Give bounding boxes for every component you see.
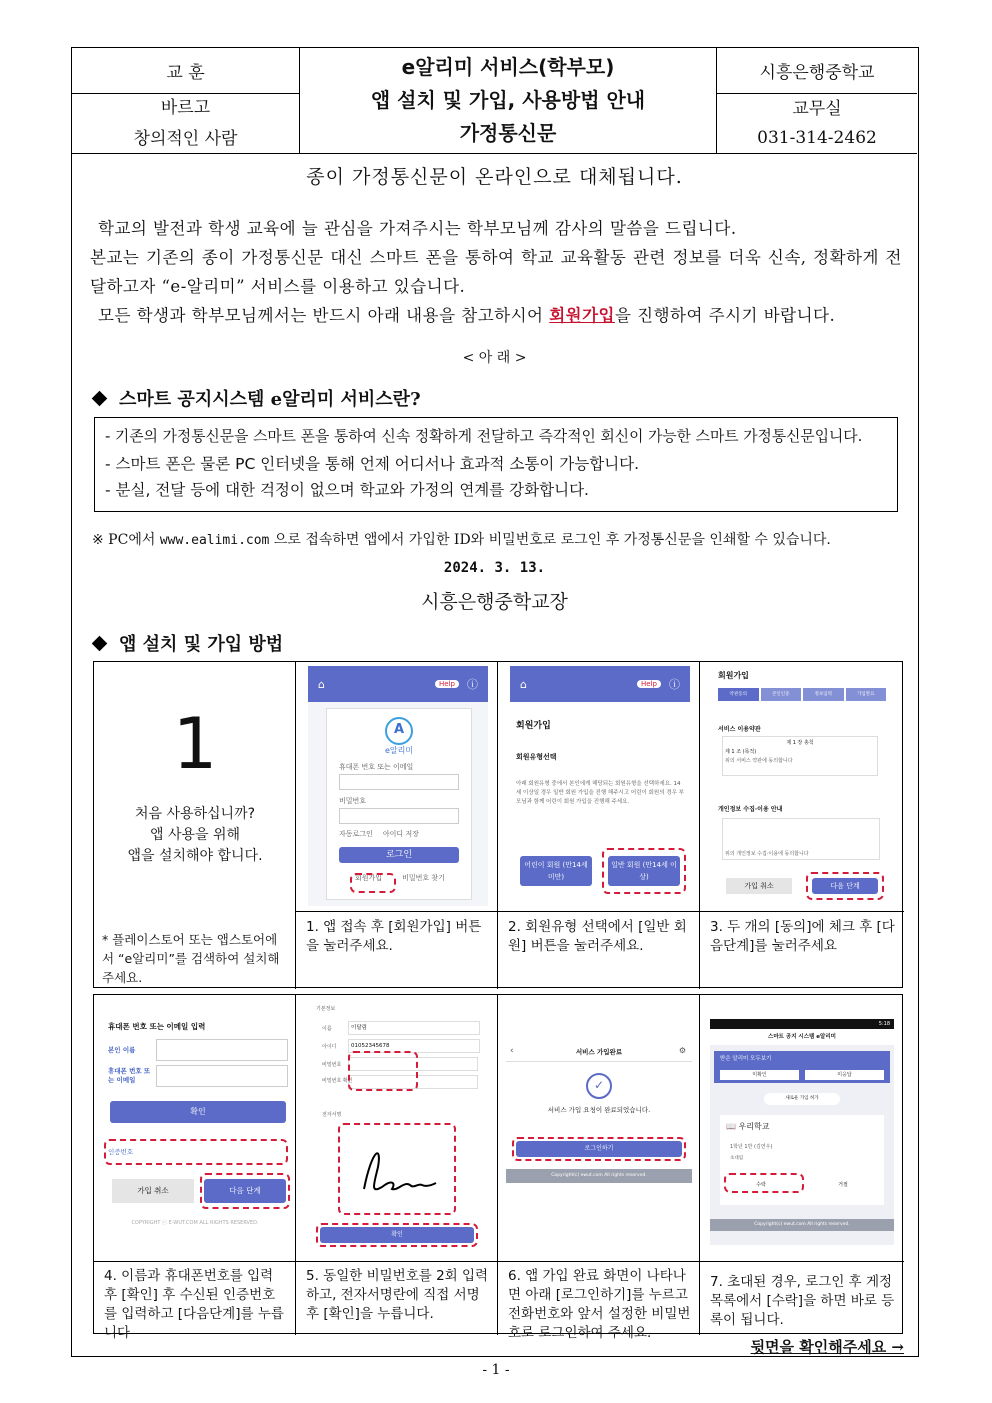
- signature-drawing-icon[interactable]: [352, 1139, 442, 1199]
- intro-para3-after: 을 진행하여 주시기 바랍니다.: [614, 306, 836, 325]
- book-icon: 📖: [726, 1122, 736, 1131]
- id-label: 휴대폰 번호 또는 이메일: [339, 763, 414, 771]
- next-step-button[interactable]: 다음 단계: [204, 1179, 286, 1203]
- help-badge: Help: [637, 680, 661, 688]
- unread-count[interactable]: 미확인: [720, 1070, 799, 1080]
- signature-label: 전자서명: [322, 1112, 342, 1118]
- step-caption-1: 1. 앱 접속 후 [회원가입] 버튼을 눌러주세요.: [306, 919, 482, 954]
- doc-date: 2024. 3. 13.: [443, 560, 546, 576]
- pc-note-after: 으로 접속하면 앱에서 가입한 ID와 비밀번호로 로그인 후 가정통신문을 인쇄할 수 있습니다.: [269, 532, 831, 548]
- basic-info-head: 기본정보: [316, 1006, 336, 1012]
- terms-agree-check[interactable]: 위의 서비스 약관에 동의합니다: [725, 758, 793, 764]
- office-phone: 031-314-2462: [757, 127, 877, 148]
- office-label: 교무실: [792, 98, 842, 119]
- below-label: < 아 래 >: [462, 350, 527, 366]
- status-bar: 5:18: [710, 1019, 894, 1029]
- diamond-bullet-icon: [92, 635, 108, 651]
- complete-title: 서비스 가입완료: [506, 1043, 692, 1062]
- check-circle-icon: ✓: [586, 1073, 612, 1099]
- help-badge: Help: [435, 680, 459, 688]
- feature-item: - 분실, 전달 등에 대한 걱정이 없으며 학교와 가정의 연계를 강화합니다.: [105, 481, 589, 499]
- screen-member-type: [510, 666, 690, 906]
- cancel-signup-button[interactable]: 가입 취소: [112, 1179, 194, 1203]
- motto-title: 교 훈: [72, 48, 300, 94]
- signup-step: 정보입력: [803, 688, 844, 701]
- step1-text: [94, 804, 296, 867]
- name-value[interactable]: 이달림: [348, 1021, 480, 1035]
- confirm-button[interactable]: 확인: [320, 1227, 474, 1243]
- ealimi-logo-icon: A: [385, 717, 413, 745]
- screen-main: [710, 1019, 894, 1245]
- invite-button[interactable]: 새로운 가입 허가: [764, 1093, 840, 1105]
- adult-member-button[interactable]: 일반 회원 (만14세 이상): [608, 856, 680, 886]
- ealimi-url: www.ealimi.com: [159, 533, 270, 548]
- privacy-heading: 개인정보 수집·이용 안내: [718, 806, 783, 813]
- copyright: Copyright(c) ewut.com All rights reserved.: [506, 1169, 692, 1183]
- auth-label: 인증번호: [108, 1148, 134, 1156]
- complete-message: 서비스 가입 요청이 완료되었습니다.: [547, 1106, 651, 1114]
- back-icon[interactable]: ‹: [510, 1046, 514, 1056]
- school-name: 우리학교: [738, 1122, 770, 1131]
- next-step-button[interactable]: 다음 단계: [812, 878, 878, 894]
- diamond-bullet-icon: [92, 390, 108, 406]
- principal-signature: 시흥은행중학교장: [421, 591, 568, 613]
- highlight-login-now: [512, 1137, 686, 1161]
- feature-item: - 스마트 폰은 물론 PC 인터넷을 통해 언제 어디서나 효과적 소통이 가능합니다.: [105, 454, 640, 473]
- steps-row-2: [93, 994, 903, 1341]
- step1-line3: 앱을 설치해야 합니다.: [127, 848, 263, 864]
- next-page-note: 뒷면을 확인해주세요 →: [750, 1338, 904, 1356]
- membertype-subtitle: 회원유형선택: [516, 753, 557, 761]
- motto-line2: 창의적인 사람: [133, 128, 238, 149]
- info-icon: ⓘ: [669, 678, 680, 691]
- signup-highlight: 회원가입: [549, 306, 615, 325]
- screen-password: [312, 1001, 482, 1251]
- terms-box[interactable]: [722, 736, 878, 776]
- step1-line1: 처음 사용하십니까?: [134, 806, 256, 822]
- step1-cell: [94, 662, 296, 989]
- all-notices-button[interactable]: 받은 알리미 모두보기: [714, 1051, 890, 1067]
- home-icon: ⌂: [520, 677, 527, 691]
- intro-para3: [90, 301, 902, 330]
- pw-label: 비밀번호: [322, 1062, 342, 1068]
- name-label: 이름: [322, 1026, 332, 1032]
- logo-text: e알리미: [384, 746, 414, 755]
- motto: [72, 94, 300, 154]
- step1-number: 1: [172, 703, 218, 785]
- step1-line2: 앱 사용을 위해: [149, 827, 241, 843]
- highlight-confirm: [316, 1223, 478, 1247]
- id-label: 아이디: [322, 1044, 337, 1050]
- child-member-button[interactable]: 어린이 회원 (만14세 미만): [520, 856, 592, 886]
- privacy-box[interactable]: [722, 818, 880, 860]
- verify-title: 휴대폰 번호 또는 이메일 입력: [108, 1022, 206, 1031]
- copyright: Copyright(c) ewut.com All rights reserved.: [710, 1219, 894, 1231]
- screen-login: [308, 666, 488, 906]
- office-info: [717, 94, 917, 154]
- signup-step: 가입완료: [846, 688, 887, 701]
- step-caption-6: 6. 앱 가입 완료 화면이 나타나면 아래 [로그인하기]를 누르고 전화번호와 앞서 설정한 비밀번호로 로그인하여 주세요.: [508, 1268, 691, 1341]
- auto-login-checkbox[interactable]: 자동로그인: [339, 830, 373, 838]
- motto-line1: 바르고: [160, 97, 211, 118]
- intro-para1: 학교의 발전과 학생 교육에 늘 관심을 가져주시는 학부모님께 감사의 말씀을 드립니다.: [98, 219, 737, 238]
- section2-title: [92, 630, 283, 656]
- section1-title: [92, 385, 421, 411]
- highlight-next: [200, 1173, 290, 1209]
- highlight-next: [806, 872, 884, 900]
- pc-note: [92, 529, 912, 549]
- copyright: COPYRIGHT ⓒ E-WUT.COM ALL RIGHTS RESERVED.: [131, 1220, 259, 1226]
- name-label: 본인 이름: [108, 1046, 136, 1054]
- section2-title-text: 앱 설치 및 가입 방법: [119, 634, 284, 655]
- unreplied-count[interactable]: 미응답: [805, 1070, 884, 1080]
- steps-row-1: [93, 661, 903, 988]
- highlight-signup: [350, 873, 396, 893]
- doc-title: [300, 48, 717, 154]
- membertype-desc: 아래 회원유형 중에서 본인에게 해당되는 회원유형을 선택하세요. 14세 이상일 경우 일반 회원 가입을 진행 해주시고 어린이 회원의 경우 부모님과 함께 어린이 회원 가입을 진행해 주세요.: [516, 781, 684, 805]
- pw-input[interactable]: [339, 808, 459, 824]
- terms-article: 제 1 조 (목적): [725, 749, 757, 755]
- login-now-button[interactable]: 로그인하기: [516, 1141, 682, 1157]
- step-caption-4: 4. 이름과 휴대폰번호를 입력 후 [확인] 후 수신된 인증번호를 입력하고 [다음단계]를 누릅니다: [104, 1268, 284, 1341]
- highlight-accept: [724, 1173, 804, 1193]
- page-number: - 1 -: [482, 1362, 510, 1378]
- login-button[interactable]: 로그인: [339, 847, 459, 863]
- title-line2: 앱 설치 및 가입, 사용방법 안내: [370, 88, 646, 112]
- step-caption-5: 5. 동일한 비밀번호를 2회 입력하고, 전자서명란에 직접 서명 후 [확인]을 누릅니다.: [306, 1268, 489, 1322]
- screen-complete: [506, 1043, 692, 1193]
- title-line1: e알리미 서비스(학부모): [401, 55, 615, 79]
- login-topbar: [308, 666, 488, 702]
- phone-label: 휴대폰 번호 또는 이메일: [108, 1067, 151, 1084]
- header-table: [72, 48, 917, 154]
- invited-label: 초대됨: [730, 1156, 744, 1161]
- title-line3: 가정통신문: [459, 121, 557, 145]
- feature-box: [94, 417, 898, 512]
- step-caption-7: 7. 초대된 경우, 로그인 후 게정목록에서 [수락]을 하면 바로 등록이 됩니다.: [710, 1274, 895, 1328]
- pw-label: 비밀번호: [339, 797, 367, 805]
- terms-chapter: 제 1 장 총칙: [786, 740, 814, 746]
- signup-step: 약관동의: [718, 688, 759, 701]
- phone-input[interactable]: [156, 1065, 288, 1087]
- highlight-password: [348, 1051, 418, 1091]
- screen-verify: [100, 1001, 290, 1251]
- document-frame: [71, 47, 919, 1357]
- id-value[interactable]: 01052345678: [348, 1039, 480, 1053]
- school-card: [720, 1115, 884, 1205]
- login-options: [339, 829, 471, 839]
- find-pw-link[interactable]: 비밀번호 찾기: [402, 874, 445, 882]
- section1-title-text: 스마트 공지시스템 e알리미 서비스란?: [119, 389, 421, 410]
- school-name: 시흥은행중학교: [717, 48, 917, 94]
- school-card-title: [726, 1121, 769, 1132]
- agree-title: 회원가입: [718, 671, 749, 680]
- intro-para3-before: 모든 학생과 학부모님께서는 반드시 아래 내용을 참고하시어: [98, 306, 550, 325]
- terms-heading: 서비스 이용약관: [718, 726, 761, 733]
- pc-note-before: ※ PC에서: [92, 532, 160, 548]
- highlight-adult: [602, 848, 686, 894]
- intro-para2: 본교는 기존의 종이 가정통신문 대신 스마트 폰을 통하여 학교 교육활동 관련 정보를 더욱 신속, 정확하게 전달하고자 “e-알리미” 서비스를 이용하고 있습니다.: [90, 248, 902, 296]
- step-caption-2: 2. 회원유형 선택에서 [일반 회원] 버튼을 눌러주세요.: [508, 919, 687, 954]
- screen-agreements: [712, 666, 892, 906]
- confirm-button[interactable]: 확인: [110, 1101, 286, 1123]
- class-info: 1학년 1반 (김연우): [730, 1144, 773, 1150]
- signup-title: 회원가입: [516, 721, 551, 731]
- settings-icon[interactable]: ⚙: [678, 1046, 686, 1055]
- save-id-checkbox[interactable]: 아이디 저장: [382, 830, 419, 838]
- step1-caption: * 플레이스토어 또는 앱스토어에서 “e알리미”를 검색하여 설치해 주세요.: [102, 932, 280, 985]
- name-input[interactable]: [156, 1039, 288, 1061]
- pw-confirm-label: 비밀번호 확인: [322, 1078, 353, 1084]
- id-input[interactable]: [339, 774, 459, 790]
- intro-body: [90, 214, 902, 330]
- cancel-signup-button[interactable]: 가입 취소: [726, 878, 792, 894]
- reject-button[interactable]: 거절: [838, 1182, 848, 1188]
- count-row: [714, 1067, 890, 1083]
- feature-item: - 기존의 가정통신문을 스마트 폰을 통하여 신속 정확하게 전달하고 즉각적인 회신이 가능한 스마트 가정통신문입니다.: [105, 428, 863, 445]
- highlight-auth: [104, 1139, 288, 1165]
- signup-step: 본인인증: [761, 688, 802, 701]
- accept-button[interactable]: 수락: [756, 1182, 766, 1188]
- main-title: 스마트 공지 시스템 e알리미: [710, 1029, 894, 1045]
- login-card: [326, 708, 472, 900]
- signup-link[interactable]: 회원가입: [355, 874, 383, 882]
- membertype-topbar: [510, 666, 690, 702]
- home-icon: ⌂: [318, 677, 325, 691]
- headline: 종이 가정통신문이 온라인으로 대체됩니다.: [306, 166, 683, 188]
- step-caption-3: 3. 두 개의 [동의]에 체크 후 [다음단계]를 눌러주세요: [710, 919, 895, 954]
- privacy-agree-check[interactable]: 위의 개인정보 수집·이용에 동의합니다: [725, 851, 809, 857]
- info-icon: ⓘ: [467, 678, 478, 691]
- signup-steps: [718, 688, 886, 701]
